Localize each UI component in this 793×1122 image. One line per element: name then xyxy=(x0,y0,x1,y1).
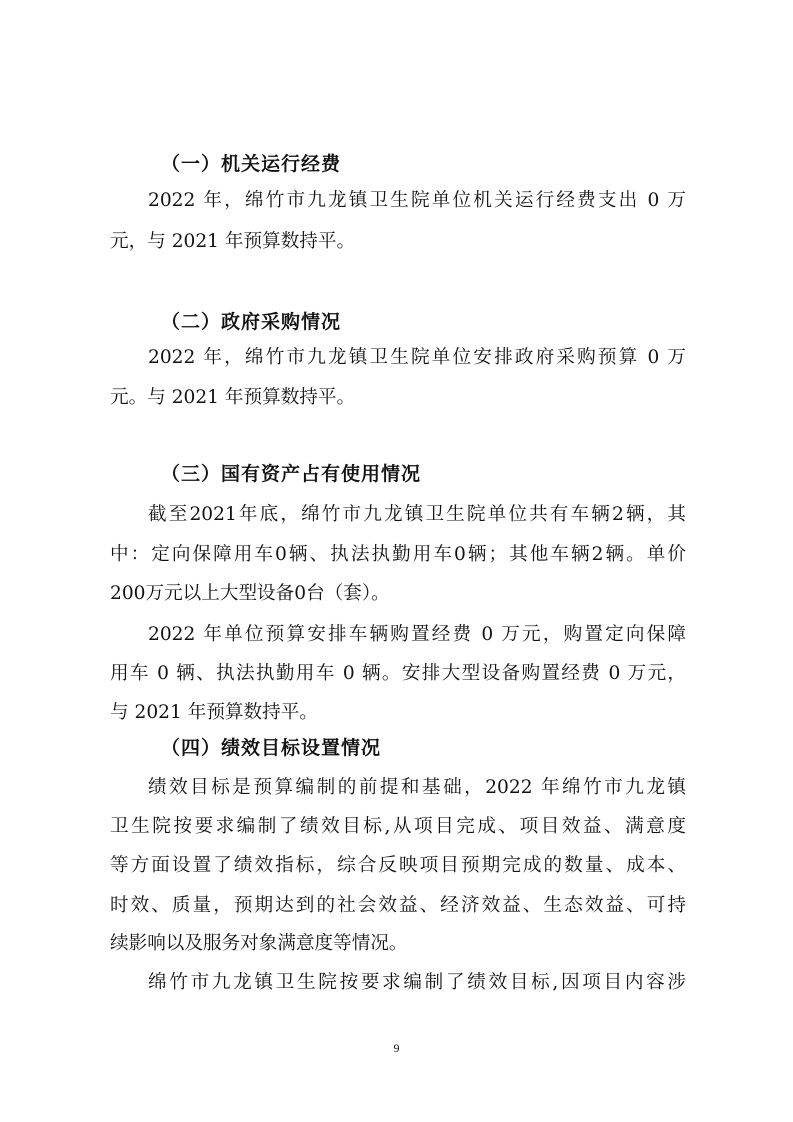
section-heading-4: （四）绩效目标设置情况 xyxy=(161,737,382,759)
section-heading-1: （一）机关运行经费 xyxy=(161,153,342,175)
paragraph-line: 2022 年单位预算安排车辆购置经费 0 万元，购置定向保障 xyxy=(148,624,686,645)
section-heading-2: （二）政府采购情况 xyxy=(161,311,342,333)
paragraph-line: 绩效目标是预算编制的前提和基础，2022 年绵竹市九龙镇 xyxy=(148,777,686,798)
paragraph-line: 中：定向保障用车0辆、执法执勤用车0辆；其他车辆2辆。单价 xyxy=(110,544,686,565)
paragraph-line: 等方面设置了绩效指标，综合反映项目预期完成的数量、成本、 xyxy=(110,855,686,876)
paragraph-line: 卫生院按要求编制了绩效目标,从项目完成、项目效益、满意度 xyxy=(110,816,686,837)
paragraph-line: 续影响以及服务对象满意度等情况。 xyxy=(110,933,408,954)
paragraph-line: 200万元以上大型设备0台（套）。 xyxy=(110,583,390,604)
paragraph-line: 元，与 2021 年预算数持平。 xyxy=(110,231,356,252)
paragraph-line: 2022 年，绵竹市九龙镇卫生院单位安排政府采购预算 0 万 xyxy=(148,347,686,368)
paragraph-line: 时效、质量，预期达到的社会效益、经济效益、生态效益、可持 xyxy=(110,895,686,916)
paragraph-line: 元。与 2021 年预算数持平。 xyxy=(110,387,356,408)
paragraph-line: 用车 0 辆、执法执勤用车 0 辆。安排大型设备购置经费 0 万元， xyxy=(110,663,686,684)
paragraph-line: 绵竹市九龙镇卫生院按要求编制了绩效目标,因项目内容涉 xyxy=(148,972,686,993)
page-number: 9 xyxy=(393,1041,400,1055)
paragraph-line: 2022 年，绵竹市九龙镇卫生院单位机关运行经费支出 0 万 xyxy=(148,190,686,211)
paragraph-line: 截至2021年底，绵竹市九龙镇卫生院单位共有车辆2辆，其 xyxy=(148,504,686,525)
paragraph-line: 与 2021 年预算数持平。 xyxy=(110,702,318,723)
section-heading-3: （三）国有资产占有使用情况 xyxy=(161,463,422,485)
